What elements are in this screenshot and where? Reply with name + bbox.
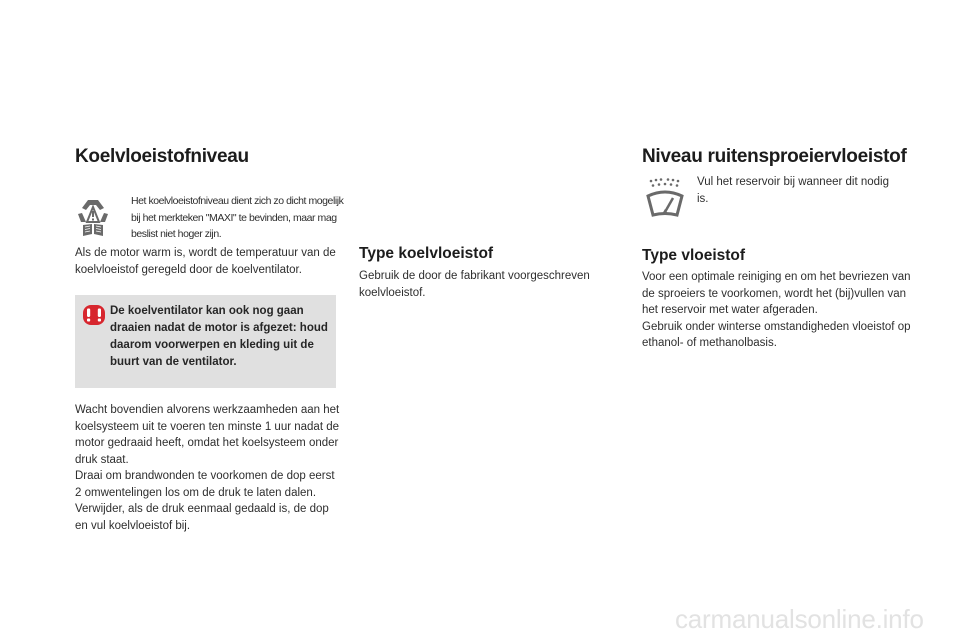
fluid-type-heading: Type vloeistof: [642, 247, 746, 264]
washer-fluid-icon: [644, 176, 686, 220]
coolant-level-note: Het koelvloeistofniveau dient zich zo dicht mogelijk bij het merkteken "MAXI" te bevinden, maar mag beslist niet hoger zijn.: [131, 195, 344, 240]
coolant-level-icon: [74, 196, 112, 238]
washer-fluid-heading: Niveau ruitensproeiervloeistof: [642, 146, 907, 167]
warning-box: [75, 295, 336, 388]
coolant-safety-paragraph: Wacht bovendien alvorens werkzaamheden aan het koelsysteem uit te voeren ten minste 1 uur nadat de motor gedraaid heeft, omdat het koelsysteem onder druk staat. Draai om brandwonden te voorkomen de dop eerst 2 omwentelingen los om de druk te laten dalen. Verwijder, als de druk eenmaal gedaald is, de dop en vul koelvloeistof bij.: [75, 404, 340, 532]
watermark: carmanualsonline.info: [675, 604, 924, 634]
warning-text: De koelventilator kan ook nog gaan draaien nadat de motor is afgezet: houd daarom voorwerpen en kleding uit de buurt van de ventilator.: [110, 305, 328, 368]
coolant-type-text: Gebruik de door de fabrikant voorgeschreven koelvloeistof.: [359, 270, 590, 299]
coolant-level-heading: Koelvloeistofniveau: [75, 146, 249, 167]
washer-fluid-intro: Vul het reservoir bij wanneer dit nodig is.: [697, 176, 889, 205]
coolant-fan-paragraph: Als de motor warm is, wordt de temperatuur van de koelvloeistof geregeld door de koelventilator.: [75, 247, 336, 276]
warning-exclamation-icon: [83, 305, 105, 325]
fluid-type-text: Voor een optimale reiniging en om het bevriezen van de sproeiers te voorkomen, wordt het (bij)vullen van het reservoir met water afgeraden. Gebruik onder winterse omstandigheden vloeistof op ethanol- of methanolbasis.: [642, 271, 911, 349]
coolant-type-heading: Type koelvloeistof: [359, 245, 494, 262]
